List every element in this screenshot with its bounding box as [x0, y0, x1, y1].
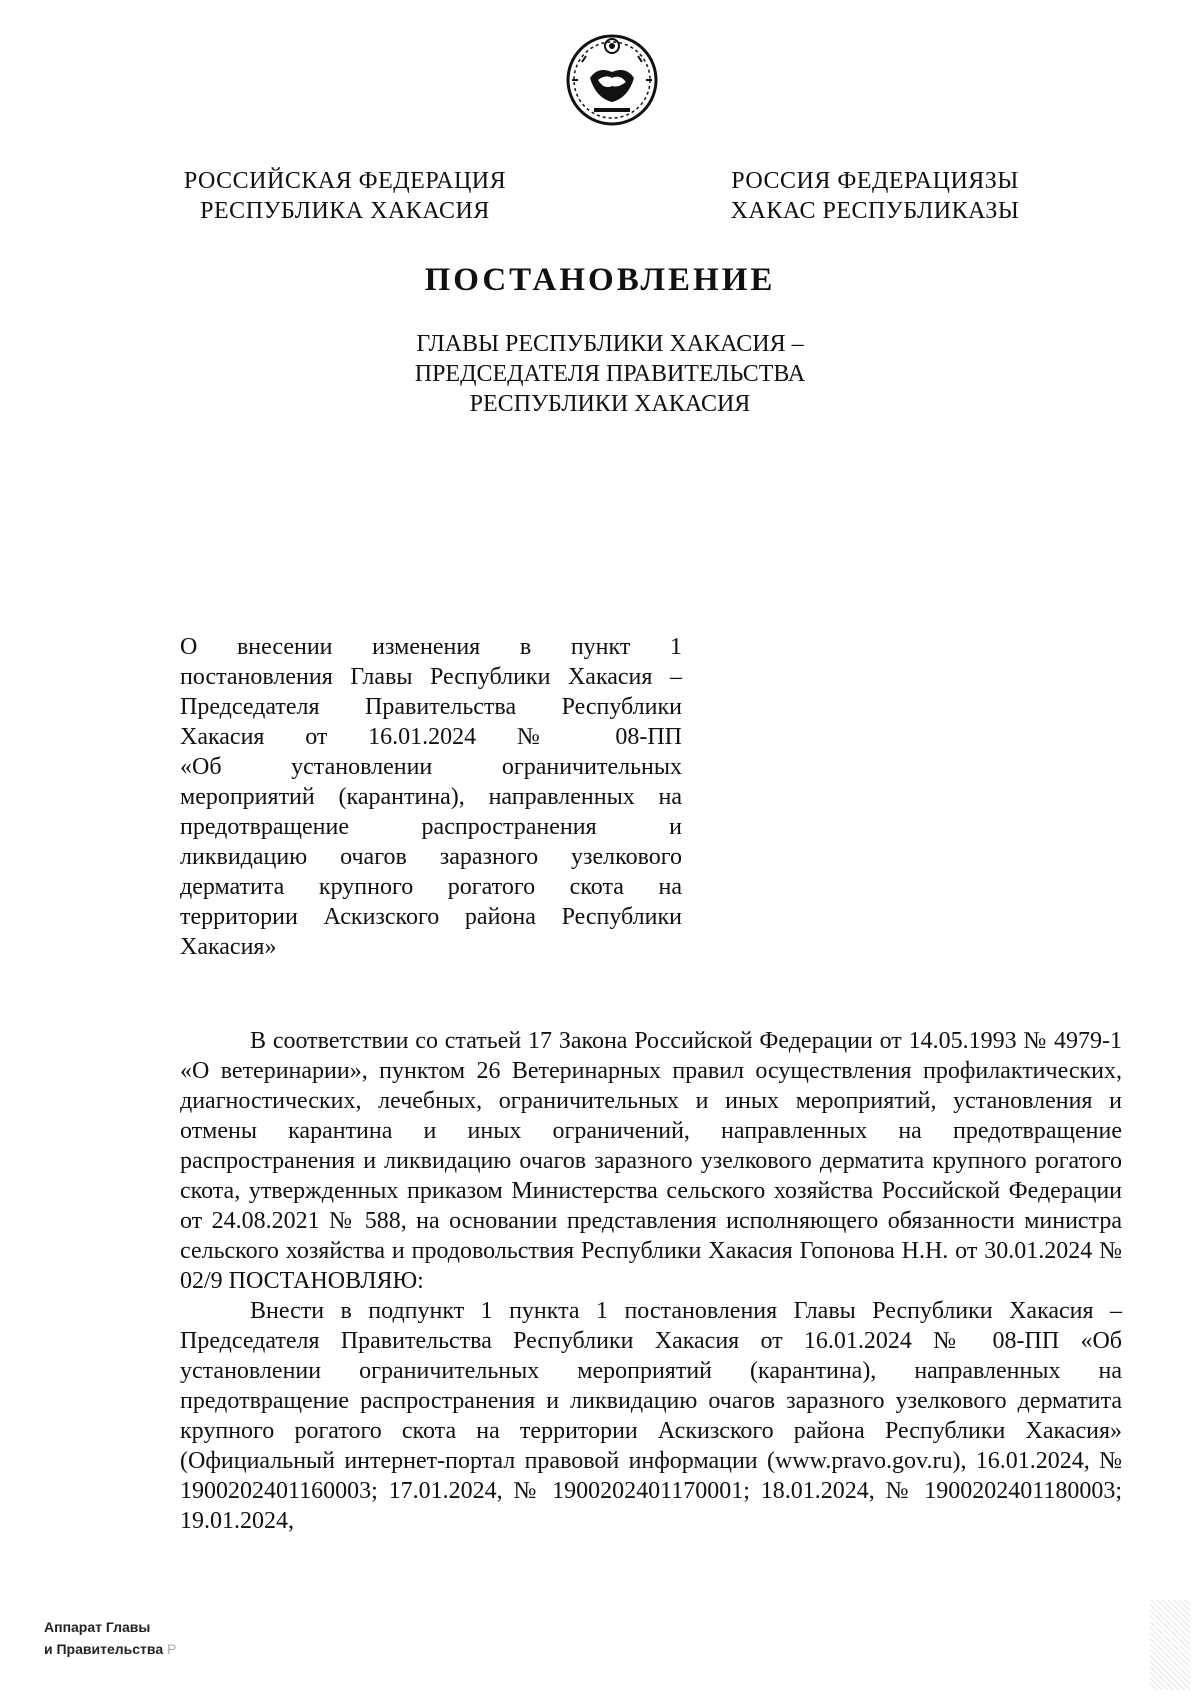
stamp-line-1: Аппарат Главы: [44, 1619, 151, 1635]
issuer-line-3: РЕСПУБЛИКИ ХАКАСИЯ: [469, 391, 751, 417]
subject-line: ликвидацию очагов заразного узелкового: [180, 844, 682, 870]
issuer-block: [0, 329, 1200, 419]
header-right-line-1: РОССИЯ ФЕДЕРАЦИЯЗЫ: [731, 168, 1019, 194]
subject-line: Хакасия от 16.01.2024 № 08-ПП: [180, 724, 682, 750]
document-body: [180, 1026, 1122, 1536]
body-paragraph-1: В соответствии со статьей 17 Закона Российской Федерации от 14.05.1993 № 4979-1 «О ветеринарии», пунктом 26 Ветеринарных правил осуществления профилактических, диагностических, лечебных, ограничительных и иных мероприятий, установления и отмены карантина и иных ограничений, направленных на предотвращение распространения и ликвидацию очагов заразного узелкового дерматита крупного рогатого скота, утвержденных приказом Министерства сельского хозяйства Российской Федерации от 24.08.2021 № 588, на основании представления исполняющего обязанности министра сельского хозяйства и продовольствия Республики Хакасия Гопонова Н.Н. от 30.01.2024 № 02/9 ПОСТАНОВЛЯЮ:: [180, 1028, 1122, 1294]
stamp-line-2: [44, 1638, 176, 1660]
document-title: ПОСТАНОВЛЕНИЕ: [424, 262, 776, 298]
issuer-line-2: ПРЕДСЕДАТЕЛЯ ПРАВИТЕЛЬСТВА: [414, 361, 806, 387]
header-left: [170, 166, 520, 226]
subject-line: Хакасия»: [180, 934, 277, 960]
header-left-line-1: РОССИЙСКАЯ ФЕДЕРАЦИЯ: [183, 168, 507, 194]
office-stamp: [44, 1616, 176, 1660]
header-left-line-2: РЕСПУБЛИКА ХАКАСИЯ: [200, 198, 490, 224]
subject-line: Председателя Правительства Республики: [180, 694, 682, 720]
body-paragraph-2: Внести в подпункт 1 пункта 1 постановления Главы Республики Хакасия – Председателя Правительства Республики Хакасия от 16.01.2024 № 08-ПП «Об установлении ограничительных мероприятий (карантина), направленных на предотвращение распространения и ликвидацию очагов заразного узелкового дерматита крупного рогатого скота на территории Аскизского района Республики Хакасия» (Официальный интернет-портал правовой информации (www.pravo.gov.ru), 16.01.2024, № 1900202401160003; 17.01.2024, № 1900202401170001; 18.01.2024, № 1900202401180003; 19.01.2024,: [180, 1298, 1122, 1534]
scan-noise: [1150, 1600, 1190, 1690]
coat-of-arms-icon: [562, 28, 662, 128]
header-right: [700, 166, 1050, 226]
stamp-line-2-faded: Р: [167, 1641, 177, 1657]
subject-line: предотвращение распространения и: [180, 814, 682, 840]
issuer-line-1: ГЛАВЫ РЕСПУБЛИКИ ХАКАСИЯ –: [416, 331, 804, 357]
subject-line: территории Аскизского района Республики: [180, 904, 682, 930]
subject-line: О внесении изменения в пункт 1: [180, 634, 682, 660]
header-right-line-2: ХАКАС РЕСПУБЛИКАЗЫ: [730, 198, 1020, 224]
stamp-line-2-text: и Правительства: [44, 1641, 164, 1657]
subject-block: [180, 632, 682, 962]
subject-line: постановления Главы Республики Хакасия –: [180, 664, 682, 690]
subject-line: «Об установлении ограничительных: [180, 754, 682, 780]
subject-line: дерматита крупного рогатого скота на: [180, 874, 682, 900]
subject-line: мероприятий (карантина), направленных на: [180, 784, 682, 810]
